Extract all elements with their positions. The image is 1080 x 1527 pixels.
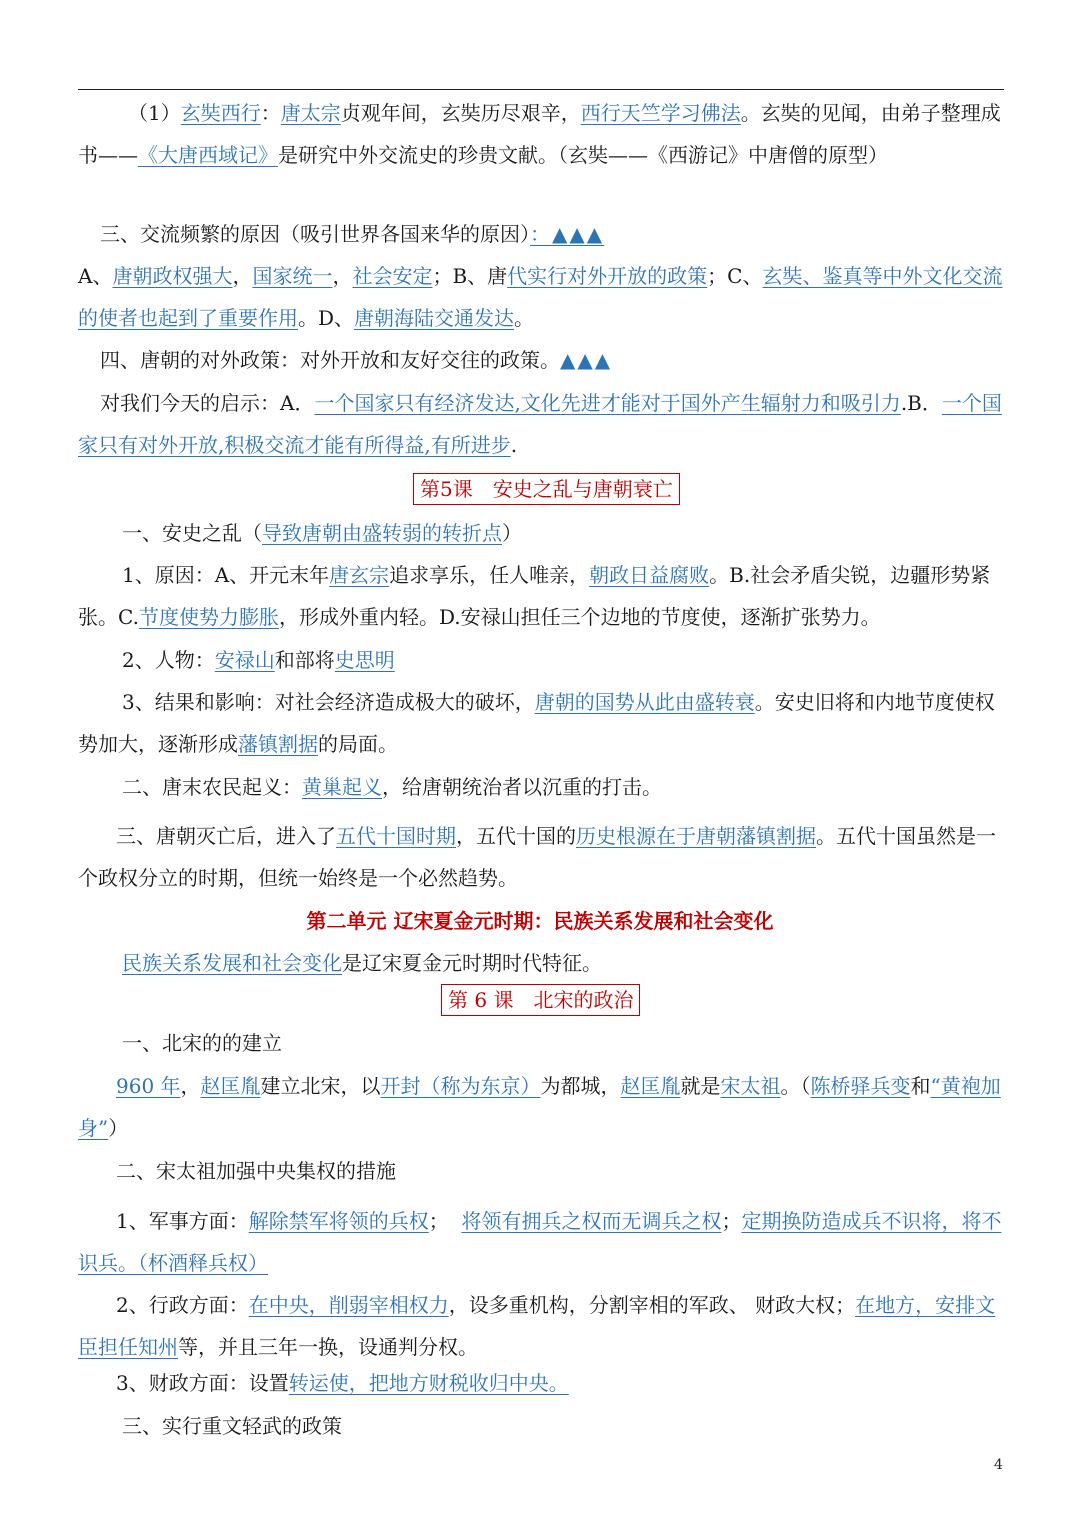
importance-marker: ：▲▲▲ [530, 222, 605, 246]
key-term: 一个国家只有经济发达,文化先进才能对于国外产生辐射力和吸引力 [314, 391, 901, 415]
text: 。B.社会矛盾尖锐，边疆形势紧张。C. [78, 563, 991, 629]
key-term: 安禄山 [214, 648, 275, 672]
key-term: 朝政日益腐败 [589, 563, 710, 587]
anshi-cause [78, 554, 1008, 638]
text: 一、安史之乱（ [122, 521, 262, 545]
key-term: 赵匡胤 [200, 1074, 261, 1098]
anshi-result [78, 681, 1008, 765]
text: ） [502, 521, 522, 545]
text: 的局面。 [318, 732, 398, 756]
key-term: 历史根源在于唐朝藩镇割据 [576, 824, 816, 848]
text: 。玄奘的见闻，由弟子整理成书—— [78, 101, 1001, 167]
key-term: 藩镇割据 [238, 732, 318, 756]
unit2-intro [78, 942, 1008, 984]
key-term: 宋太祖 [720, 1074, 781, 1098]
text: ： [260, 101, 281, 125]
key-term: 唐朝的国势从此由盛转衰 [534, 690, 755, 714]
text: 。（ [780, 1074, 811, 1098]
text: 3、结果和影响：对社会经济造成极大的破坏， [122, 690, 535, 714]
text: ；B、唐 [432, 264, 508, 288]
text: ， [232, 264, 253, 288]
text: 就是 [680, 1074, 721, 1098]
text: 对我们今天的启示：A． [100, 391, 315, 415]
text: 是研究中外交流史的珍贵文献。（玄奘——《西游记》中唐僧的原型） [278, 143, 888, 167]
anshi-people [78, 639, 1008, 681]
key-term: 玄奘、鉴真等中外文化交流的使者也起到了重要作用 [78, 264, 1003, 330]
text: . [510, 433, 518, 457]
key-term: 一个国家只有对外开放,积极交流才能有所得益,有所进步 [78, 391, 1002, 457]
heading-text: 四、唐朝的对外政策：对外开放和友好交往的政策。 [100, 348, 560, 372]
text: ， [180, 1074, 201, 1098]
key-term: 960 年 [116, 1074, 181, 1098]
five-dynasties-paragraph [78, 815, 1008, 899]
lesson5-title: 第5课 安史之乱与唐朝衰亡 [413, 473, 680, 505]
centralization-heading: 二、宋太祖加强中央集权的措施 [116, 1159, 396, 1183]
key-term: 唐太宗 [280, 101, 341, 125]
administrative-measures [78, 1284, 1008, 1368]
heading-text: 三、交流频繁的原因（吸引世界各国来华的原因） [100, 222, 530, 246]
key-term: “黄袍加身” [78, 1074, 1001, 1140]
key-term: 唐朝政权强大 [112, 264, 233, 288]
military-measures [78, 1200, 1008, 1284]
text: 。D、 [298, 306, 355, 330]
key-term: 代实行对外开放的政策 [507, 264, 708, 288]
text: ；C、 [707, 264, 763, 288]
key-term: 节度使势力膨胀 [138, 605, 279, 629]
key-term: 五代十国时期 [336, 824, 456, 848]
text: 1、原因：A、开元末年 [122, 563, 330, 587]
text: ，设多重机构，分割宰相的军政、 财政大权； [448, 1293, 856, 1317]
text: 建立北宋，以 [260, 1074, 381, 1098]
key-term: 解除禁军将领的兵权 [248, 1209, 429, 1233]
xuanzang-paragraph [78, 92, 1008, 176]
text: ，形成外重内轻。D.安禄山担任三个边地的节度使，逐渐扩张势力。 [278, 605, 881, 629]
song-founding-paragraph [78, 1065, 1008, 1149]
text: A、 [78, 264, 113, 288]
text: 和部将 [274, 648, 335, 672]
text: 和 [910, 1074, 931, 1098]
song-founding-heading: 一、北宋的的建立 [122, 1031, 282, 1055]
key-term: 史思明 [334, 648, 395, 672]
text: ； [721, 1209, 742, 1233]
key-term: 民族关系发展和社会变化 [122, 951, 342, 975]
page-number: 4 [994, 1457, 1003, 1473]
text: 2、人物： [122, 648, 215, 672]
text: 追求享乐，任人唯亲， [389, 563, 590, 587]
reasons-heading [78, 213, 1008, 255]
text: 是辽宋夏金元时期时代特征。 [342, 951, 602, 975]
key-term: 转运使，把地方财税收归中央。 [288, 1371, 569, 1395]
text: （1） [128, 101, 181, 125]
key-term: 在中央，削弱宰相权力 [248, 1293, 449, 1317]
text: 。 [514, 306, 535, 330]
key-term: 定期换防造成兵不识将，将不识兵。（杯酒释兵权） [78, 1209, 1002, 1275]
civil-policy-heading: 三、实行重文轻武的政策 [122, 1414, 342, 1438]
inspiration-paragraph [78, 382, 1008, 466]
key-term: 西行天竺学习佛法 [580, 101, 741, 125]
key-term: 赵匡胤 [620, 1074, 681, 1098]
reasons-paragraph [78, 255, 1008, 339]
text: 贞观年间，玄奘历尽艰辛， [340, 101, 581, 125]
key-term: 陈桥驿兵变 [810, 1074, 911, 1098]
header-rule [78, 89, 1004, 90]
text: 为都城， [540, 1074, 621, 1098]
key-term: 将领有拥兵之权而无调兵之权 [461, 1209, 722, 1233]
text: ，给唐朝统治者以沉重的打击。 [382, 775, 662, 799]
key-term: 唐朝海陆交通发达 [354, 306, 515, 330]
text: 等，并且三年一换，设通判分权。 [178, 1335, 478, 1359]
text: 。五代十国虽然是一个政权分立的时期，但统一始终是一个必然趋势。 [78, 824, 996, 890]
financial-measures [78, 1362, 1008, 1404]
key-term: 社会安定 [352, 264, 433, 288]
importance-marker: ▲▲▲ [560, 348, 613, 372]
text: 1、军事方面： [116, 1209, 249, 1233]
key-term: 导致唐朝由盛转弱的转折点 [262, 521, 502, 545]
text: ； [428, 1209, 462, 1233]
key-term: 黄巢起义 [302, 775, 382, 799]
key-term: 开封（称为东京） [380, 1074, 541, 1098]
text: 2、行政方面： [116, 1293, 249, 1317]
lesson6-title: 第 6 课 北宋的政治 [441, 984, 640, 1016]
unit2-title: 第二单元 辽宋夏金元时期：民族关系发展和社会变化 [306, 909, 774, 933]
text: 三、唐朝灭亡后，进入了 [116, 824, 336, 848]
text: ， [332, 264, 353, 288]
text: ，五代十国的 [456, 824, 576, 848]
key-term: 玄奘西行 [180, 101, 261, 125]
key-term: 在地方，安排文臣担任知州 [78, 1293, 996, 1359]
text: ） [108, 1116, 129, 1140]
anshi-heading [78, 512, 1008, 554]
text: 。安史旧将和内地节度使权势加大，逐渐形成 [78, 690, 995, 756]
text: 3、财政方面：设置 [116, 1371, 289, 1395]
text: .B． [900, 391, 942, 415]
key-term: 《大唐西域记》 [138, 143, 278, 167]
key-term: 国家统一 [252, 264, 333, 288]
policy-heading [78, 339, 1008, 381]
peasant-uprising [78, 766, 1008, 808]
key-term: 唐玄宗 [329, 563, 390, 587]
text: 二、唐末农民起义： [122, 775, 302, 799]
